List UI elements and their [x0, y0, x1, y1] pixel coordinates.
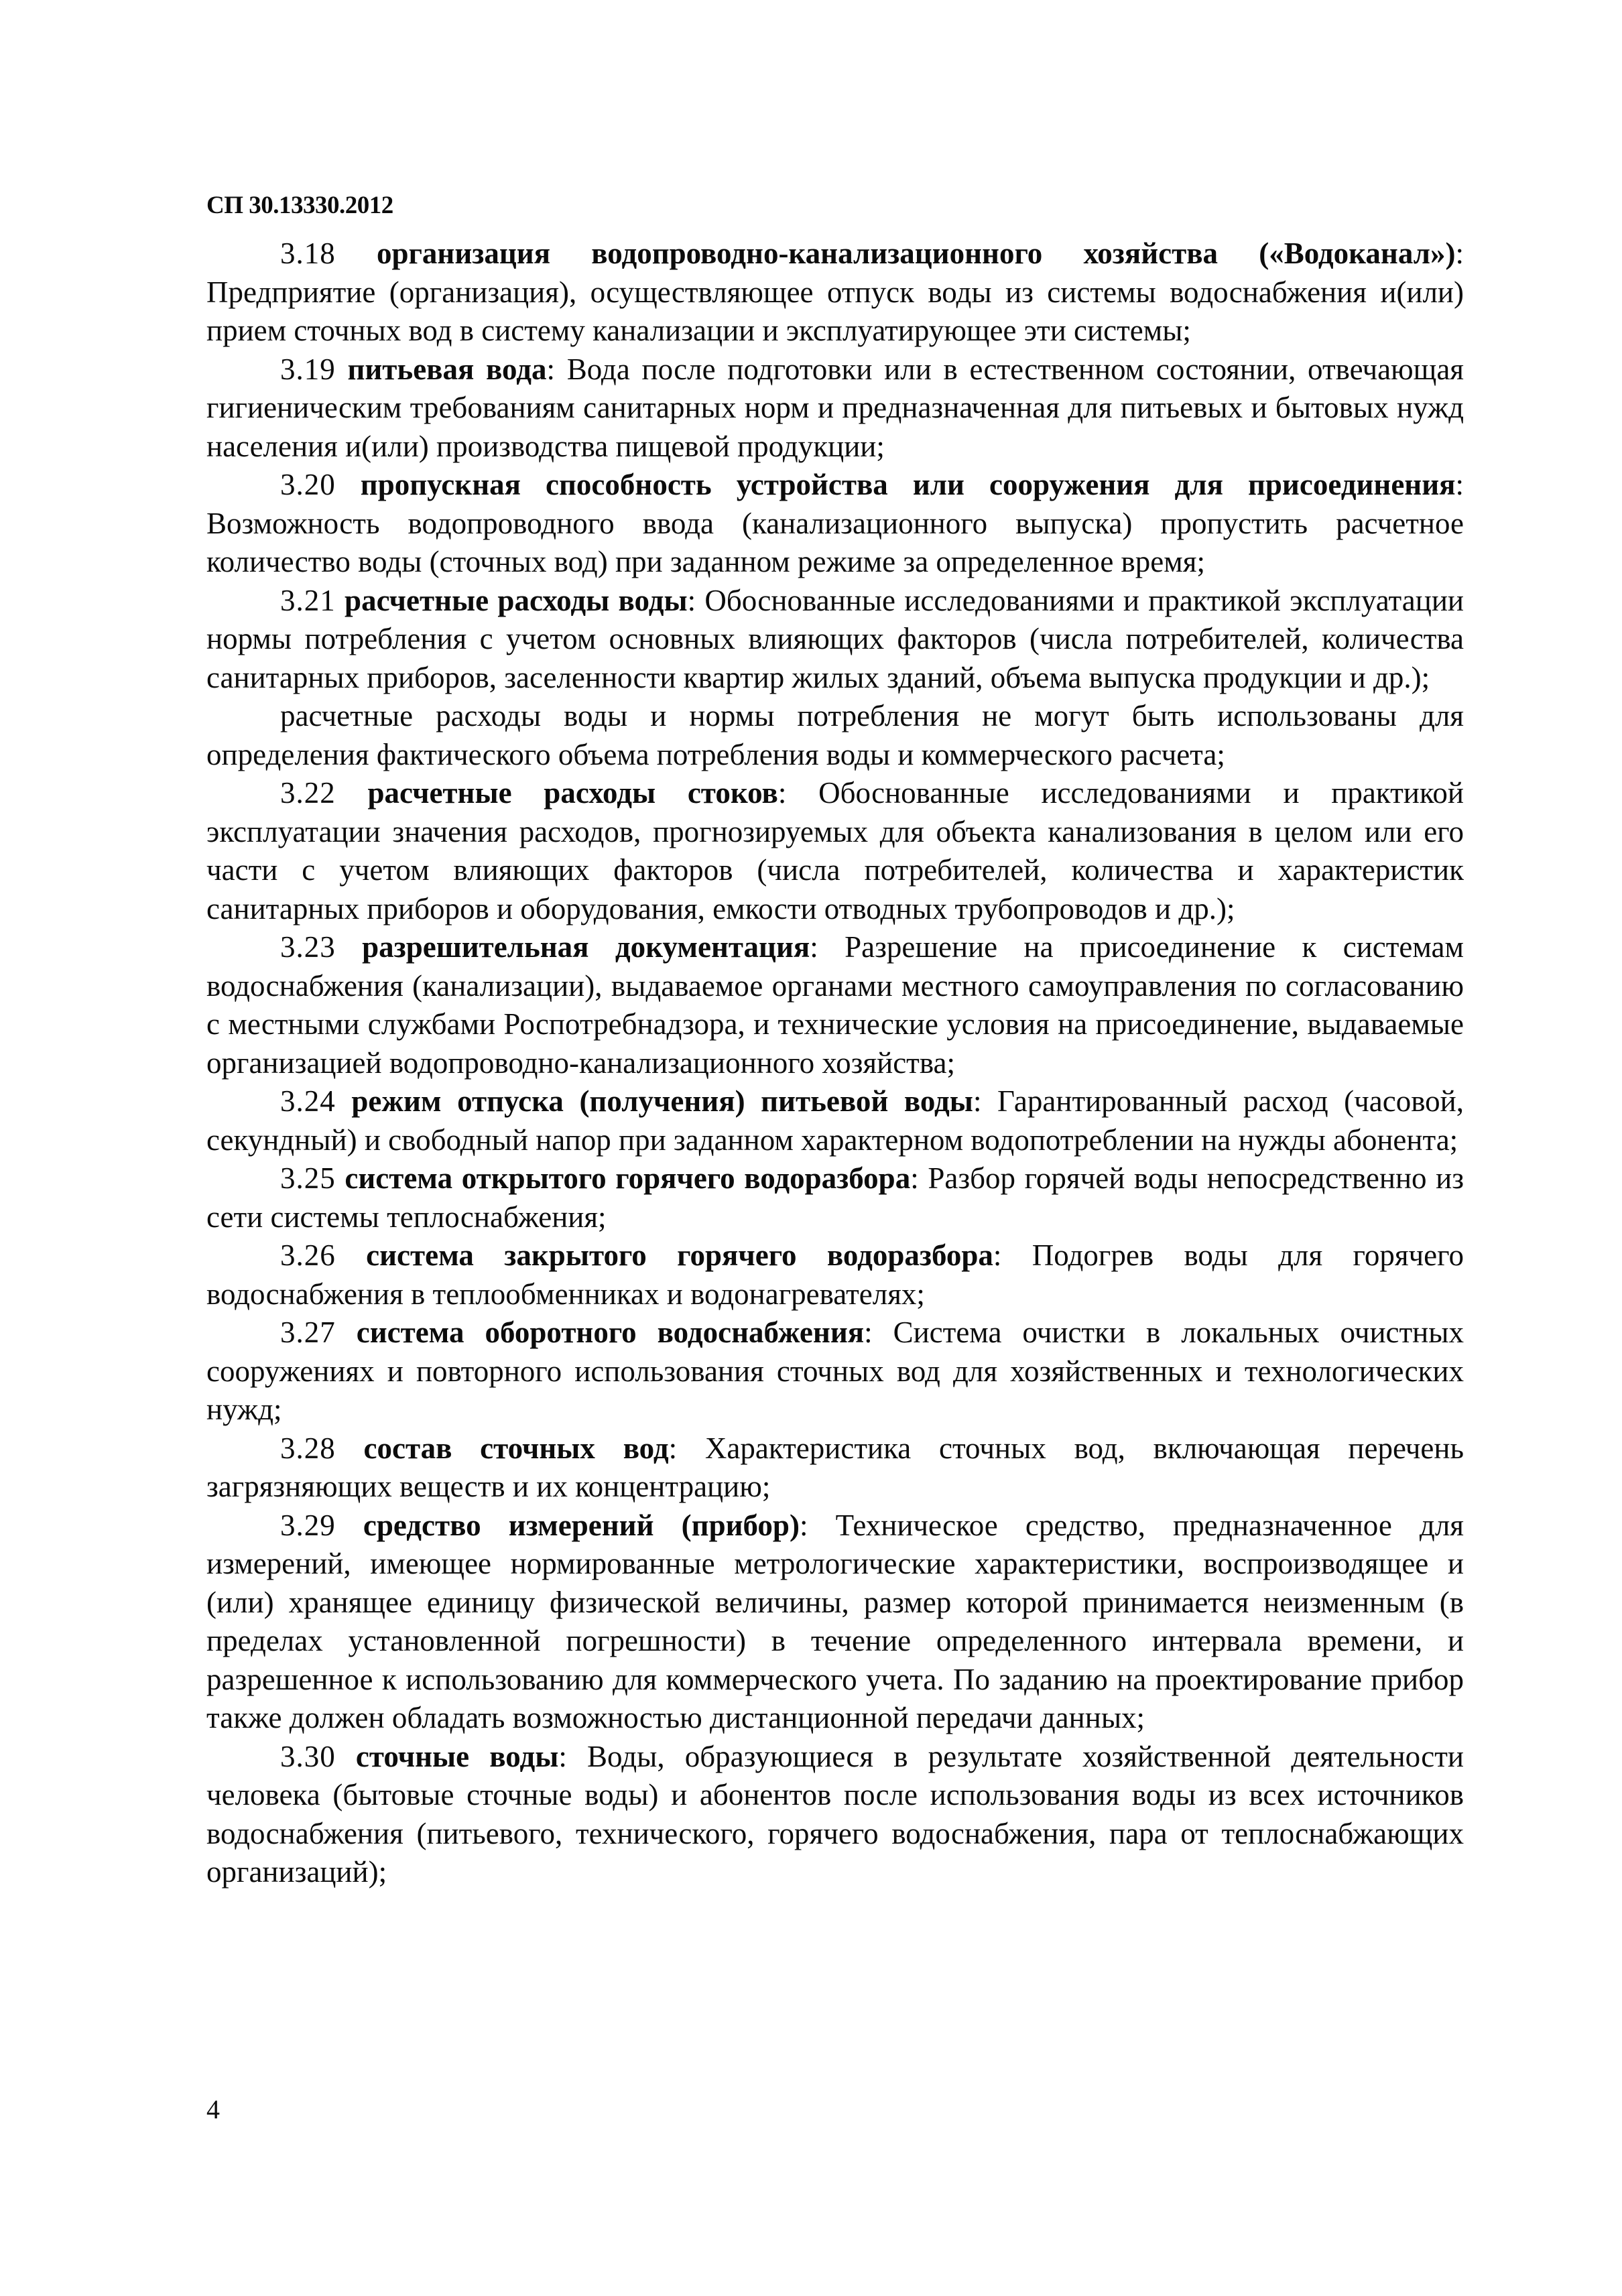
clause-3-28: 3.28 состав сточных вод: Характеристика сточных вод, включающая перечень загрязняющих веществ и их концентрацию;: [206, 1431, 1464, 1503]
clause-number: 3.22: [280, 776, 336, 810]
clause-number: 3.19: [280, 352, 336, 386]
clause-3-23: 3.23 разрешительная документация: Разрешение на присоединение к системам водоснабжения (канализации), выдаваемое органами местного самоуправления по согласованию с местными службами Роспотребнадзора, и технические условия на присоединение, выдаваемые организацией водопроводно-канализационного хозяйства;: [206, 930, 1464, 1080]
clause-number: 3.25: [280, 1161, 336, 1195]
clause-definition: Вода после подготовки или в естественном состоянии, отвечающая гигиеническим требованиям санитарных норм и предназначенная для питьевых и бытовых нужд населения и(или) производства пищевой продукции;: [206, 352, 1464, 463]
document-body: [206, 235, 1464, 1892]
clause-number: 3.18: [280, 237, 336, 270]
clause-definition: Предприятие (организация), осуществляющее отпуск воды из системы водоснабжения и(или) прием сточных вод в систему канализации и эксплуатирующее эти системы;: [206, 275, 1464, 347]
clause-term: система оборотного водоснабжения: [356, 1316, 865, 1349]
clause-number: 3.21: [280, 583, 336, 617]
clause-number: 3.24: [280, 1084, 336, 1118]
clause-number: 3.20: [280, 468, 336, 501]
clause-definition: Возможность водопроводного ввода (канализационного выпуска) пропустить расчетное количество воды (сточных вод) при заданном режиме за определенное время;: [206, 506, 1464, 578]
clause-number: 3.29: [280, 1508, 336, 1542]
clause-3-19: 3.19 питьевая вода: Вода после подготовки или в естественном состоянии, отвечающая гигиеническим требованиям санитарных норм и предназначенная для питьевых и бытовых нужд населения и(или) производства пищевой продукции;: [206, 352, 1464, 463]
clause-3-21: 3.21 расчетные расходы воды: Обоснованные исследованиями и практикой эксплуатации нормы потребления с учетом основных влияющих факторов (числа потребителей, количества санитарных приборов, заселенности квартир жилых зданий, объема выпуска продукции и др.);: [206, 583, 1464, 694]
clause-definition: Система очистки в локальных очистных сооружениях и повторного использования сточных вод для хозяйственных и технологических нужд;: [206, 1316, 1464, 1426]
clause-term: пропускная способность устройства или сооружения для присоединения: [360, 468, 1456, 501]
clause-definition: Разбор горячей воды непосредственно из сети системы теплоснабжения;: [206, 1161, 1464, 1234]
clause-term: питьевая вода: [347, 352, 547, 386]
clause-definition: Техническое средство, предназначенное для измерений, имеющее нормированные метрологические характеристики, воспроизводящее и (или) хранящее единицу физической величины, размер которой принимается неизменным (в пределах установленной погрешности) в течение определенного интервала времени, и разрешенное к использованию для коммерческого учета. По заданию на проектирование прибор также должен обладать возможностью дистанционной передачи данных;: [206, 1508, 1464, 1734]
clause-definition: Обоснованные исследованиями и практикой эксплуатации нормы потребления с учетом основных влияющих факторов (числа потребителей, количества санитарных приборов, заселенности квартир жилых зданий, объема выпуска продукции и др.);: [206, 583, 1464, 694]
clause-term: состав сточных вод: [363, 1431, 669, 1465]
clause-term: сточные воды: [355, 1739, 559, 1773]
clause-3-25: 3.25 система открытого горячего водоразбора: Разбор горячей воды непосредственно из сети системы теплоснабжения;: [206, 1161, 1464, 1234]
clause-term: разрешительная документация: [362, 930, 810, 964]
clause-term: организация водопроводно-канализационного хозяйства («Водоканал»): [376, 237, 1456, 270]
clause-3-21-note: [206, 697, 1464, 774]
clause-term: средство измерений (прибор): [363, 1508, 800, 1542]
clause-definition: Подогрев воды для горячего водоснабжения в теплообменниках и водонагревателях;: [206, 1238, 1464, 1311]
clause-number: 3.27: [280, 1316, 336, 1349]
clause-3-18: 3.18 организация водопроводно-канализационного хозяйства («Водоканал»): Предприятие (организация), осуществляющее отпуск воды из системы водоснабжения и(или) прием сточных вод в систему канализации и эксплуатирующее эти системы;: [206, 237, 1464, 347]
clause-3-24: 3.24 режим отпуска (получения) питьевой воды: Гарантированный расход (часовой, секундный) и свободный напор при заданном характерном водопотреблении на нужды абонента;: [206, 1084, 1464, 1157]
clause-term: расчетные расходы стоков: [367, 776, 778, 810]
clause-term: система открытого горячего водоразбора: [345, 1161, 911, 1195]
clause-3-20: 3.20 пропускная способность устройства или сооружения для присоединения: Возможность водопроводного ввода (канализационного выпуска) пропустить расчетное количество воды (сточных вод) при заданном режиме за определенное время;: [206, 468, 1464, 578]
clause-term: режим отпуска (получения) питьевой воды: [351, 1084, 973, 1118]
clause-3-27: 3.27 система оборотного водоснабжения: Система очистки в локальных очистных сооружениях и повторного использования сточных вод для хозяйственных и технологических нужд;: [206, 1316, 1464, 1426]
clause-3-22: 3.22 расчетные расходы стоков: Обоснованные исследованиями и практикой эксплуатации значения расходов, прогнозируемых для объекта канализования в целом или его части с учетом влияющих факторов (числа потребителей, количества и характеристик санитарных приборов и оборудования, емкости отводных трубопроводов и др.);: [206, 776, 1464, 926]
clause-term: система закрытого горячего водоразбора: [366, 1238, 993, 1272]
clause-definition: Характеристика сточных вод, включающая перечень загрязняющих веществ и их концентрацию;: [206, 1431, 1464, 1503]
page-number: 4: [206, 2094, 220, 2124]
document-code: СП 30.13330.2012: [206, 192, 393, 219]
clause-number: 3.23: [280, 930, 336, 964]
clause-definition: Разрешение на присоединение к системам водоснабжения (канализации), выдаваемое органами местного самоуправления по согласованию с местными службами Роспотребнадзора, и технические условия на присоединение, выдаваемые организацией водопроводно-канализационного хозяйства;: [206, 930, 1464, 1080]
clause-definition: Гарантированный расход (часовой, секундный) и свободный напор при заданном характерном водопотреблении на нужды абонента;: [206, 1084, 1464, 1157]
clause-3-29: 3.29 средство измерений (прибор): Техническое средство, предназначенное для измерений, имеющее нормированные метрологические характеристики, воспроизводящее и (или) хранящее единицу физической величины, размер которой принимается неизменным (в пределах установленной погрешности) в течение определенного интервала времени, и разрешенное к использованию для коммерческого учета. По заданию на проектирование прибор также должен обладать возможностью дистанционной передачи данных;: [206, 1508, 1464, 1734]
clause-note-text: расчетные расходы воды и нормы потребления не могут быть использованы для определения фактического объема потребления воды и коммерческого расчета;: [206, 699, 1464, 771]
clause-number: 3.28: [280, 1431, 336, 1465]
clause-3-30: 3.30 сточные воды: Воды, образующиеся в результате хозяйственной деятельности человека (бытовые сточные воды) и абонентов после использования воды из всех источников водоснабжения (питьевого, технического, горячего водоснабжения, пара от теплоснабжающих организаций);: [206, 1739, 1464, 1889]
clause-definition: Воды, образующиеся в результате хозяйственной деятельности человека (бытовые сточные воды) и абонентов после использования воды из всех источников водоснабжения (питьевого, технического, горячего водоснабжения, пара от теплоснабжающих организаций);: [206, 1739, 1464, 1889]
clause-term: расчетные расходы воды: [345, 583, 688, 617]
clause-number: 3.30: [280, 1739, 336, 1773]
clause-definition: Обоснованные исследованиями и практикой эксплуатации значения расходов, прогнозируемых для объекта канализования в целом или его части с учетом влияющих факторов (числа потребителей, количества и характеристик санитарных приборов и оборудования, емкости отводных трубопроводов и др.);: [206, 776, 1464, 926]
clause-3-26: 3.26 система закрытого горячего водоразбора: Подогрев воды для горячего водоснабжения в теплообменниках и водонагревателях;: [206, 1238, 1464, 1311]
clause-number: 3.26: [280, 1238, 336, 1272]
